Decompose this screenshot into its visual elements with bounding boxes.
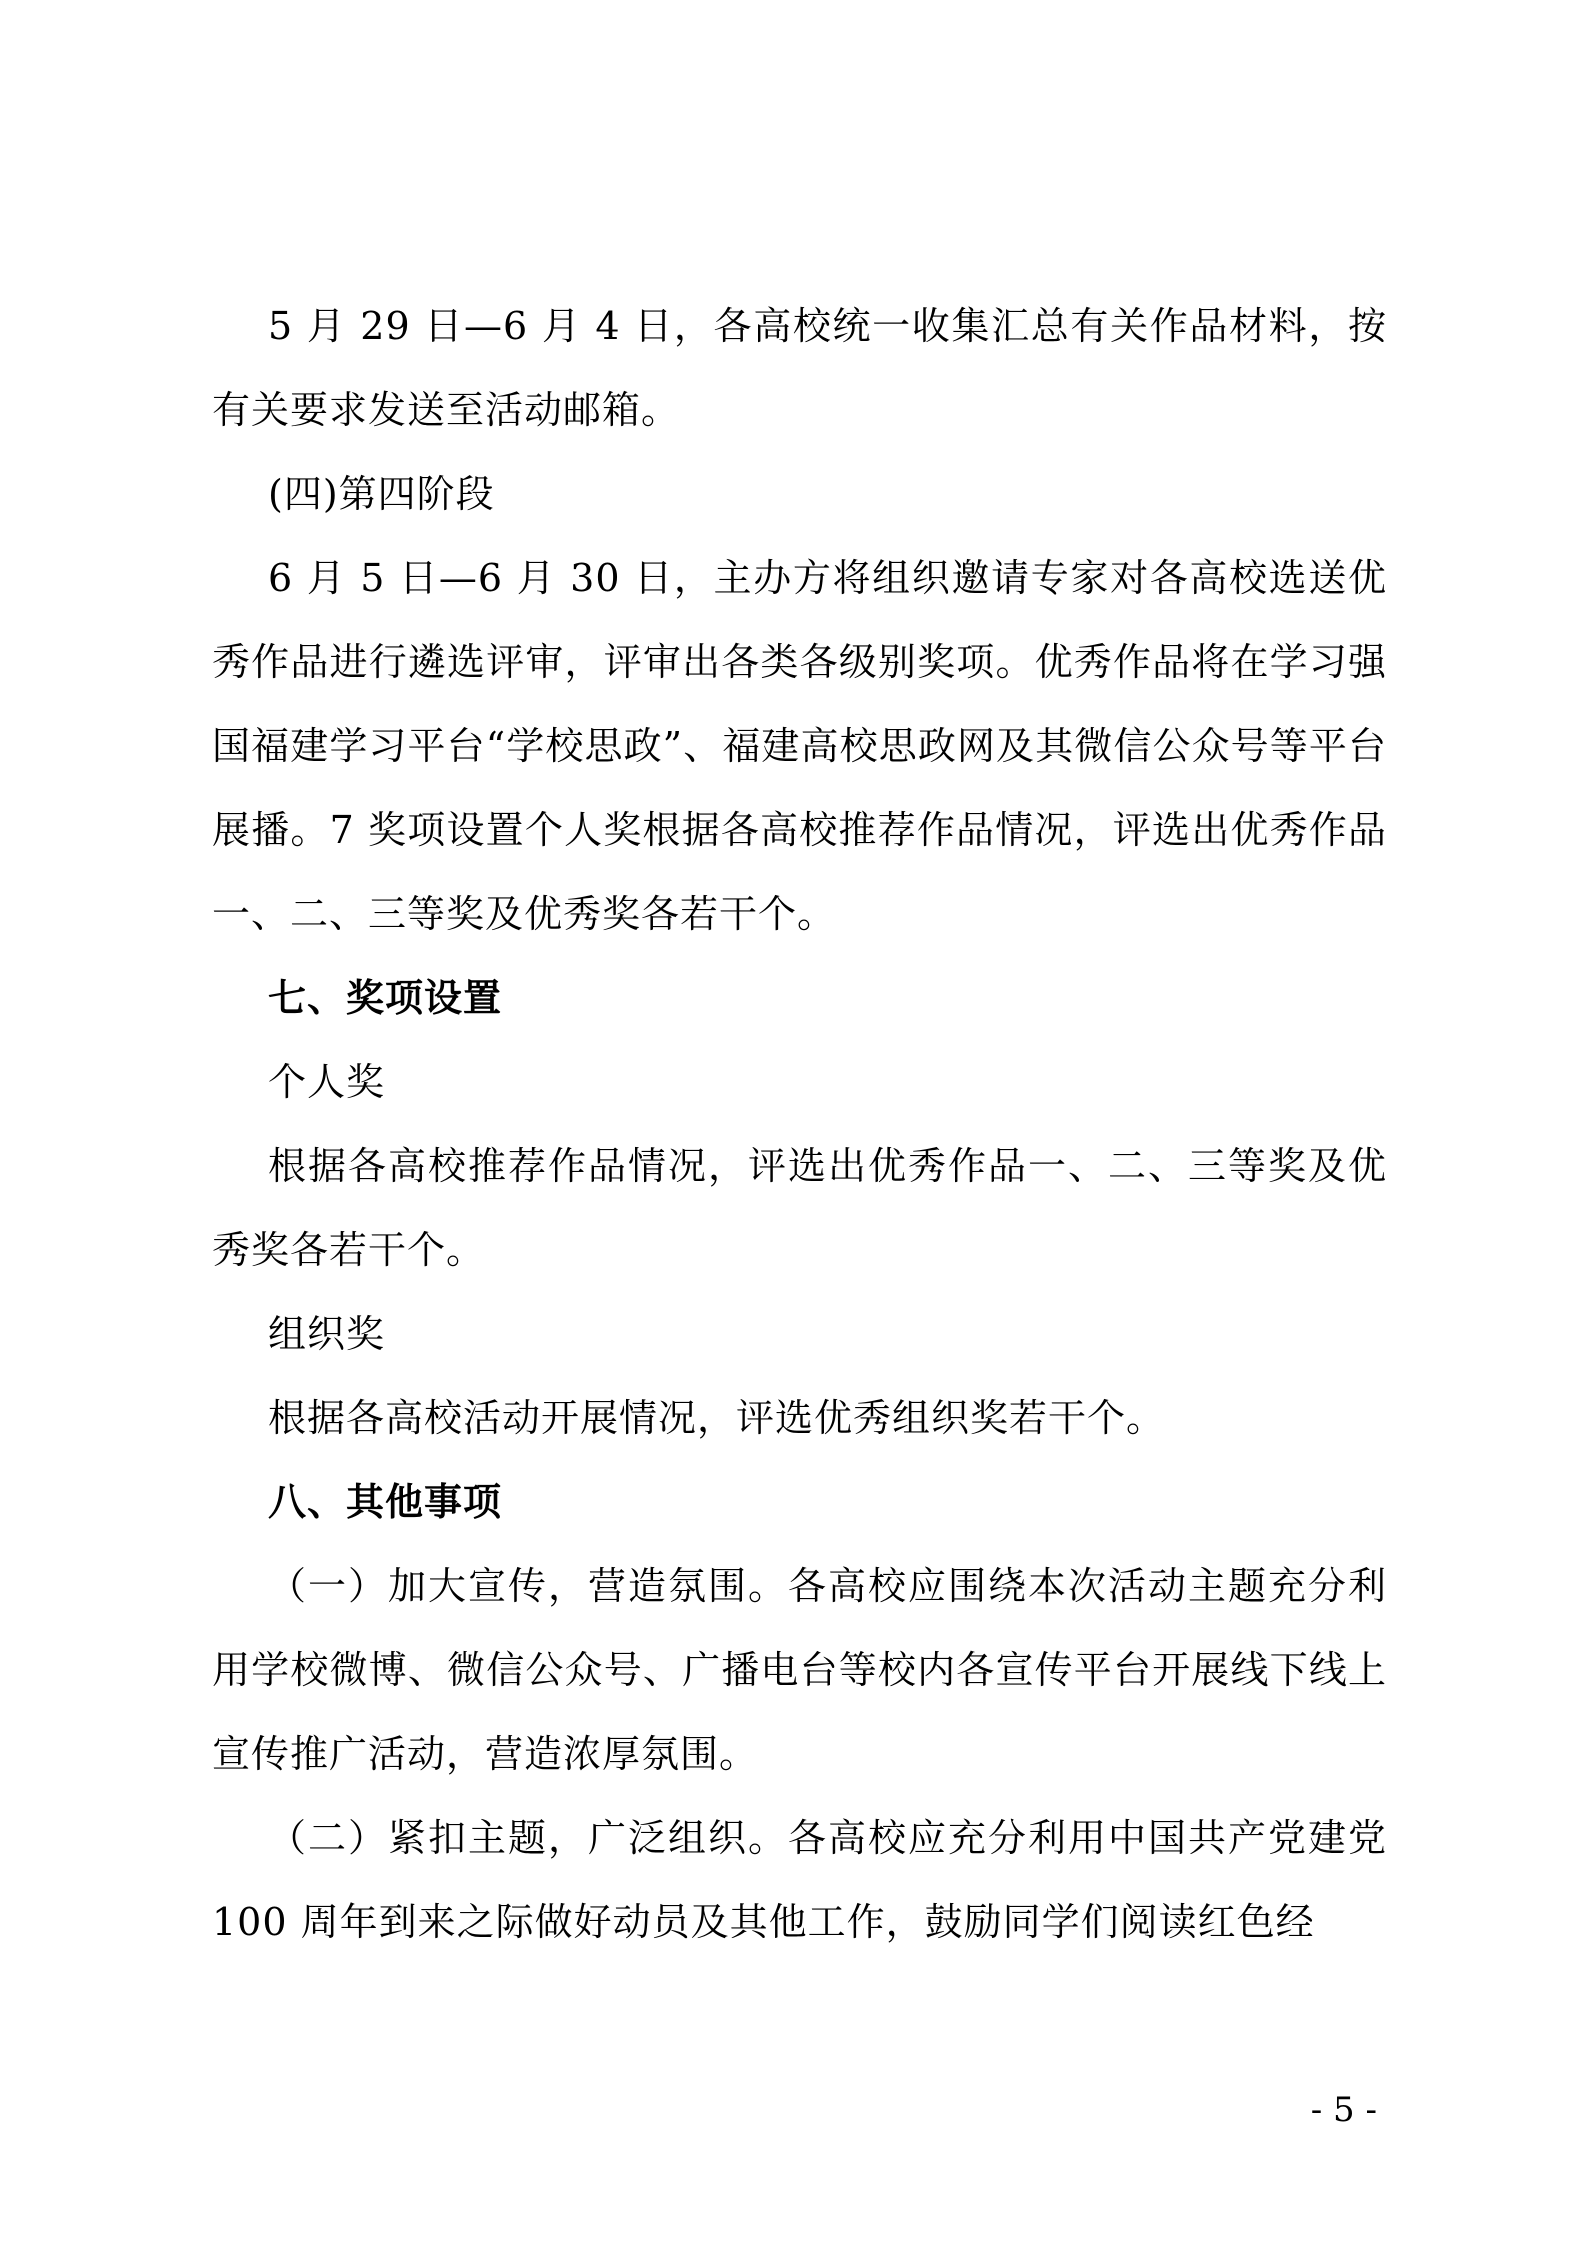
paragraph-individual-award: 根据各高校推荐作品情况，评选出优秀作品一、二、三等奖及优秀奖各若干个。 (212, 1144, 1387, 1272)
individual-award-heading: 个人奖 (268, 1060, 386, 1104)
stage-four-heading: (四)第四阶段 (268, 472, 495, 516)
paragraph-organization: （二）紧扣主题，广泛组织。各高校应充分利用中国共产党建党 100 周年到来之际做好动员及其他工作，鼓励同学们阅读红色经 (212, 1816, 1387, 1944)
document-body (212, 284, 1387, 1964)
paragraph-submission-schedule: 5 月 29 日—6 月 4 日，各高校统一收集汇总有关作品材料，按有关要求发送至活动邮箱。 (212, 304, 1387, 432)
paragraph-review-schedule: 6 月 5 日—6 月 30 日，主办方将组织邀请专家对各高校选送优秀作品进行遴选评审，评审出各类各级别奖项。优秀作品将在学习强国福建学习平台“学校思政”、福建高校思政网及其微信公众号等平台展播。7 奖项设置个人奖根据各高校推荐作品情况，评选出优秀作品一、二、三等奖及优秀奖各若干个。 (212, 556, 1387, 936)
section-eight-heading: 八、其他事项 (268, 1479, 503, 1524)
paragraph-publicity: （一）加大宣传，营造氛围。各高校应围绕本次活动主题充分利用学校微博、微信公众号、广播电台等校内各宣传平台开展线下线上宣传推广活动，营造浓厚氛围。 (212, 1564, 1387, 1776)
section-seven-heading: 七、奖项设置 (268, 975, 503, 1020)
organization-award-heading: 组织奖 (268, 1312, 386, 1356)
page-number: - 5 - (1310, 2090, 1377, 2130)
paragraph-organization-award: 根据各高校活动开展情况，评选优秀组织奖若干个。 (268, 1396, 1166, 1440)
